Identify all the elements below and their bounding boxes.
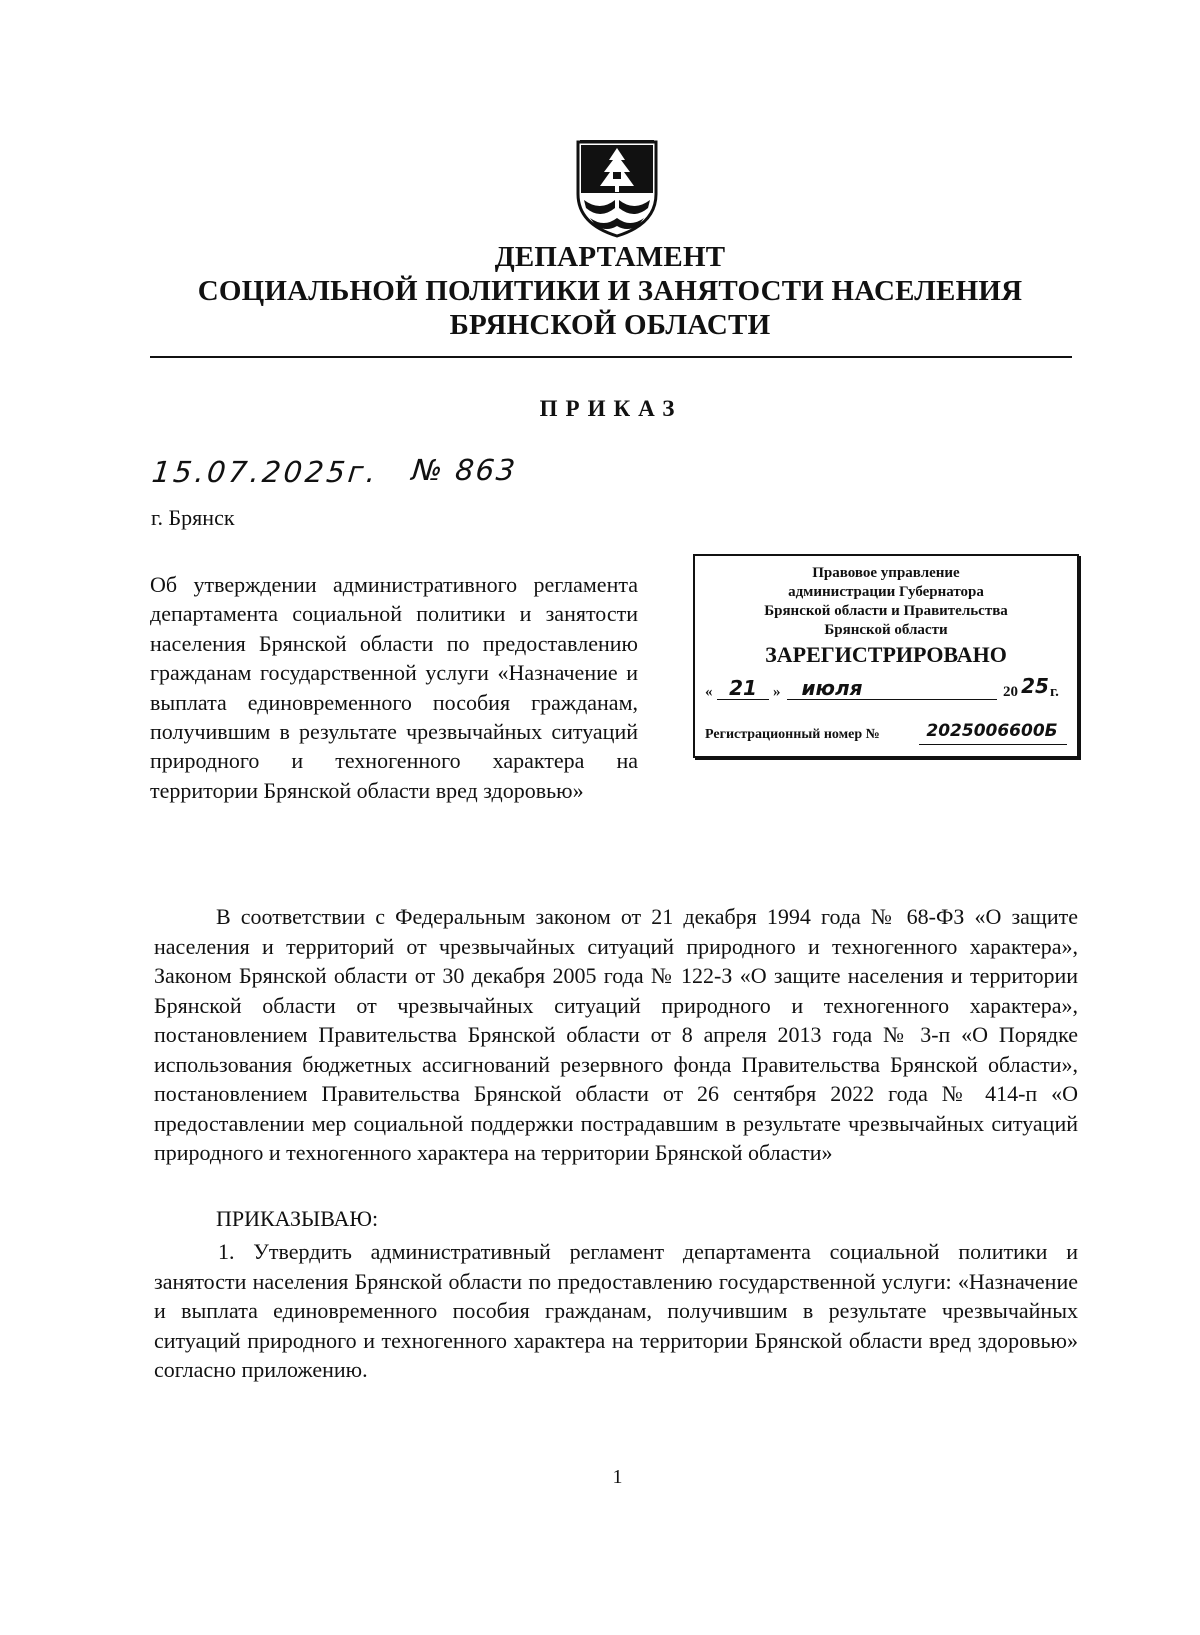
preamble-paragraph: В соответствии с Федеральным законом от 21 декабря 1994 года № 68-ФЗ «О защите населения и территорий от чрезвычайных ситуаций природного и техногенного характера», Законом Брянской области от 30 декабря 2005 года № 122-З «О защите населения и территории Брянской области от чрезвычайных ситуаций природного и техногенного характера», постановлением Правительства Брянской области от 8 апреля 2013 года № 3-п «О Порядке использования бюджетных ассигнований резервного фонда Правительства Брянской области», постановлением Правительства Брянской области от 26 сентября 2022 года № 414-п «О предоставлении мер социальной поддержки пострадавшим в результате чрезвычайных ситуаций природного и техногенного характера на территории Брянской области»: [154, 904, 1078, 1165]
order-directive: ПРИКАЗЫВАЮ:: [216, 1206, 379, 1231]
stamp-org-line: администрации Губернатора: [788, 584, 984, 600]
stamp-year-unit: г.: [1050, 684, 1059, 700]
stamp-org-line: Брянской области: [824, 622, 948, 638]
stamp-month: июля: [801, 676, 863, 700]
stamp-day: 21: [729, 676, 757, 700]
order-number: № 863: [410, 453, 519, 487]
header-line-department: ДЕПАРТАМЕНТ: [494, 241, 726, 273]
order-date: 15.07.2025г.: [150, 455, 381, 489]
registration-stamp: [693, 554, 1079, 758]
order-item-1: 1. Утвердить административный регламент департамента социальной политики и занятости населения Брянской области по предоставлению государственной услуги: «Назначение и выплата единовременного пособия гражданам, получившим в результате чрезвычайных ситуаций природного и техногенного характера на территории Брянской области вред здоровью» согласно приложению.: [154, 1239, 1078, 1382]
order-title: ПРИКАЗ: [539, 396, 683, 421]
stamp-year: 25: [1021, 674, 1049, 698]
stamp-year-prefix: 20: [1003, 684, 1018, 700]
header-divider: [150, 356, 1072, 358]
preamble: [154, 902, 1078, 1168]
stamp-date-row: [705, 676, 1065, 706]
coat-of-arms-emblem: [572, 138, 662, 240]
stamp-reg-number: 2025006600Б: [926, 721, 1058, 741]
order-city: г. Брянск: [151, 505, 235, 530]
stamp-org-line: Правовое управление: [812, 565, 960, 581]
order-subject: Об утверждении административного регламента департамента социальной политики и занятости населения Брянской области по предоставлению гражданам государственной услуги «Назначение и выплата единовременного пособия гражданам, получившим в результате чрезвычайных ситуаций природного и техногенного характера на территории Брянской области вред здоровью»: [150, 572, 638, 803]
stamp-quote-open: «: [705, 684, 713, 700]
stamp-org-line: Брянской области и Правительства: [764, 603, 1008, 619]
stamp-status: ЗАРЕГИСТРИРОВАНО: [765, 642, 1007, 667]
department-header: [150, 240, 1070, 342]
page-number: 1: [612, 1466, 623, 1488]
header-line-region: БРЯНСКОЙ ОБЛАСТИ: [449, 309, 771, 341]
stamp-registration-row: [705, 721, 1067, 749]
header-line-name: СОЦИАЛЬНОЙ ПОЛИТИКИ И ЗАНЯТОСТИ НАСЕЛЕНИЯ: [197, 275, 1023, 307]
stamp-quote-close: »: [773, 684, 781, 700]
stamp-reg-label: Регистрационный номер №: [705, 727, 880, 742]
stamp-reg-line: [919, 744, 1067, 745]
stamp-organization: [695, 564, 1077, 640]
order-items: [154, 1237, 1078, 1385]
